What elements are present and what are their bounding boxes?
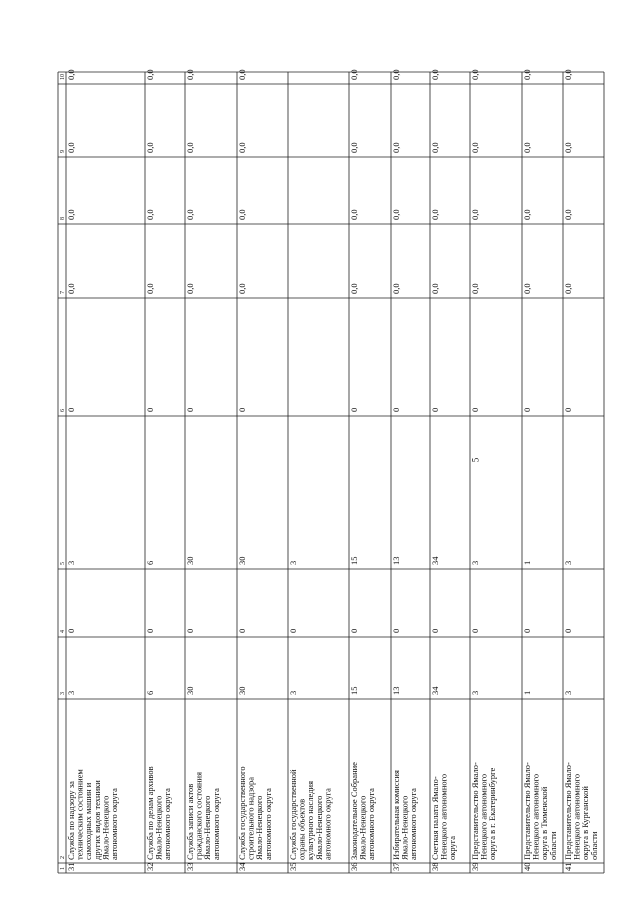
row-name-line: Ямало-Ненецкого <box>100 795 111 860</box>
header-col-7: 7 <box>60 291 66 294</box>
header-col-9: 9 <box>60 150 66 153</box>
row-name-line: автономного округа <box>210 788 221 860</box>
row-number: 34 <box>237 862 247 871</box>
cell-c7: 0,0 <box>145 283 155 294</box>
row-name-line: округа в г. Екатеринбурге <box>487 767 498 860</box>
cell-c3: 13 <box>391 686 401 695</box>
row-name-line: строительного надзора <box>245 776 256 860</box>
cell-c7: 0,0 <box>237 283 247 294</box>
cell-c8: 0,0 <box>66 209 76 220</box>
cell-c3: 30 <box>237 686 247 695</box>
header-col-5: 5 <box>60 562 66 565</box>
cell-c7: 0,0 <box>349 283 359 294</box>
cell-c7: 0,0 <box>66 283 76 294</box>
cell-c6: 0 <box>563 407 573 412</box>
row-number: 31 <box>66 862 76 871</box>
row-name-line: автономного округа <box>262 788 273 860</box>
cell-c5: 13 <box>391 556 401 565</box>
cell-c10: 0,0 <box>185 69 195 80</box>
cell-c4: 0 <box>66 628 76 633</box>
cell-c6: 0 <box>237 407 247 412</box>
cell-c4: 0 <box>237 628 247 633</box>
cell-c9: 0,0 <box>522 142 532 153</box>
row-name-line: Представительство Ямало- <box>563 762 573 860</box>
header-col-8: 8 <box>60 217 66 220</box>
header-col-4: 4 <box>60 630 66 633</box>
row-number: 38 <box>430 862 440 871</box>
cell-c4: 0 <box>288 628 298 633</box>
cell-c6: 0 <box>430 407 440 412</box>
cell-c8: 0,0 <box>563 209 573 220</box>
cell-c6: 0 <box>470 407 480 412</box>
row-name-line: автономного округа <box>322 788 333 860</box>
cell-c10: 0,0 <box>237 69 247 80</box>
cell-c8: 0,0 <box>522 209 532 220</box>
row-name-line: Ямало-Ненецкого <box>313 795 324 860</box>
cell-c9: 0,0 <box>349 142 359 153</box>
cell-c9: 0,0 <box>66 142 76 153</box>
row-number: 41 <box>563 862 573 871</box>
cell-c8: 0,0 <box>470 209 480 220</box>
cell-c5: 3 <box>288 560 298 565</box>
cell-c10: 0,0 <box>66 69 76 80</box>
cell-c4: 0 <box>563 628 573 633</box>
cell-c4: 0 <box>349 628 359 633</box>
cell-c5: 1 <box>522 560 532 565</box>
cell-c4: 0 <box>391 628 401 633</box>
cell-c3: 34 <box>430 686 440 695</box>
cell-c6: 0 <box>349 407 359 412</box>
cell-c9: 0,0 <box>470 142 480 153</box>
cell-c10: 0,0 <box>470 69 480 80</box>
row-number: 40 <box>522 862 532 871</box>
row-number: 39 <box>470 862 480 871</box>
cell-c5: 15 <box>349 556 359 565</box>
row-name-line: Ямало-Ненецкого <box>254 795 265 860</box>
row-name-line: Ненецкого автономного <box>478 773 489 860</box>
row-name-line: Избирательная комиссия <box>391 770 401 860</box>
row-name-line: других видов техники <box>91 780 102 860</box>
row-name-line: Ямало-Ненецкого <box>153 795 164 860</box>
cell-c7: 0,0 <box>185 283 195 294</box>
cell-c6: 0 <box>391 407 401 412</box>
page-number: 5 <box>470 457 481 463</box>
cell-c3: 1 <box>522 690 532 695</box>
header-col-2: 2 <box>60 856 66 859</box>
cell-c7: 0,0 <box>563 283 573 294</box>
row-name-line: техническим состоянием <box>74 769 85 860</box>
cell-c3: 3 <box>66 690 76 695</box>
cell-c8: 0,0 <box>349 209 359 220</box>
row-name-line: автономного округа <box>109 788 119 860</box>
cell-c3: 30 <box>185 686 195 695</box>
row-name-line: самоходных машин и <box>83 782 94 860</box>
cell-c9: 0,0 <box>185 142 195 153</box>
cell-c7: 0,0 <box>522 283 532 294</box>
row-name-line: культурного наследия <box>305 780 316 860</box>
header-col-10: 10 <box>60 74 66 80</box>
row-name-line: округа <box>447 835 458 860</box>
cell-c3: 3 <box>470 690 480 695</box>
cell-c7: 0,0 <box>391 283 401 294</box>
cell-c3: 3 <box>288 690 298 695</box>
cell-c10: 0,0 <box>391 69 401 80</box>
row-name-line: охраны объектов <box>296 798 307 860</box>
cell-c5: 34 <box>430 556 440 565</box>
row-number: 35 <box>288 862 298 871</box>
row-name-line: автономного округа <box>162 788 173 860</box>
row-name-line: Служба государственного <box>237 766 247 860</box>
cell-c5: 3 <box>66 560 76 565</box>
cell-c10: 0,0 <box>145 69 155 80</box>
row-name-line: Представительство Ямало- <box>522 762 532 860</box>
cell-c8: 0,0 <box>391 209 401 220</box>
cell-c10: 0,0 <box>522 69 532 80</box>
cell-c5: 3 <box>563 560 573 565</box>
cell-c6: 0 <box>185 407 195 412</box>
row-name-line: области <box>547 831 558 860</box>
cell-c7: 0,0 <box>430 283 440 294</box>
cell-c3: 6 <box>145 690 155 695</box>
header-col-3: 3 <box>60 692 66 695</box>
cell-c4: 0 <box>185 628 195 633</box>
cell-c9: 0,0 <box>145 142 155 153</box>
cell-c8: 0,0 <box>145 209 155 220</box>
row-name-line: гражданского состояния <box>193 771 204 860</box>
row-name-line: Ямало-Ненецкого <box>399 795 410 860</box>
row-number: 33 <box>185 862 195 871</box>
cell-c8: 0,0 <box>185 209 195 220</box>
cell-c8: 0,0 <box>430 209 440 220</box>
row-name-line: Ямало-Ненецкого <box>202 795 213 860</box>
cell-c9: 0,0 <box>430 142 440 153</box>
cell-c9: 0,0 <box>237 142 247 153</box>
cell-c5: 30 <box>185 556 195 565</box>
cell-c7: 0,0 <box>470 283 480 294</box>
cell-c4: 0 <box>470 628 480 633</box>
row-number: 37 <box>391 862 401 871</box>
cell-c3: 3 <box>563 690 573 695</box>
cell-c10: 0,0 <box>563 69 573 80</box>
cell-c4: 0 <box>430 628 440 633</box>
row-name-line: Ненецкого автономного <box>571 773 582 860</box>
cell-c8: 0,0 <box>237 209 247 220</box>
row-name-line: Счетная палата Ямало- <box>430 776 440 860</box>
row-name-line: области <box>588 831 599 860</box>
cell-c9: 0,0 <box>391 142 401 153</box>
row-name-line: Ямало-Ненецкого <box>357 795 368 860</box>
row-name-line: Ненецкого автономного <box>530 773 541 860</box>
cell-c10: 0,0 <box>349 69 359 80</box>
cell-c9: 0,0 <box>563 142 573 153</box>
row-name-line: автономного округа <box>408 788 419 860</box>
row-name-line: автономного округа <box>366 788 377 860</box>
row-number: 32 <box>145 862 155 871</box>
cell-c5: 30 <box>237 556 247 565</box>
cell-c6: 0 <box>522 407 532 412</box>
cell-c4: 0 <box>522 628 532 633</box>
header-col-6: 6 <box>60 409 66 412</box>
row-name-line: Представительство Ямало- <box>470 762 480 860</box>
row-number: 36 <box>349 862 359 871</box>
row-name-line: округа в Тюменской <box>539 786 550 860</box>
row-name-line: Ненецкого автономного <box>438 773 449 860</box>
cell-c3: 15 <box>349 686 359 695</box>
row-name-line: округа в Курганской <box>580 786 591 860</box>
header-col-1: 1 <box>60 867 66 870</box>
row-name-line: Служба по надзору за <box>66 781 76 860</box>
cell-c5: 3 <box>470 560 480 565</box>
row-name-line: Служба по делам архивов <box>145 766 155 860</box>
cell-c6: 0 <box>145 407 155 412</box>
row-name-line: Законодательное Собрание <box>349 762 359 860</box>
row-name-line: Служба записи актов <box>185 783 195 860</box>
cell-c10: 0,0 <box>430 69 440 80</box>
cell-c4: 0 <box>145 628 155 633</box>
cell-c5: 6 <box>145 560 155 565</box>
cell-c6: 0 <box>66 407 76 412</box>
row-name-line: Служба государственной <box>288 769 298 860</box>
